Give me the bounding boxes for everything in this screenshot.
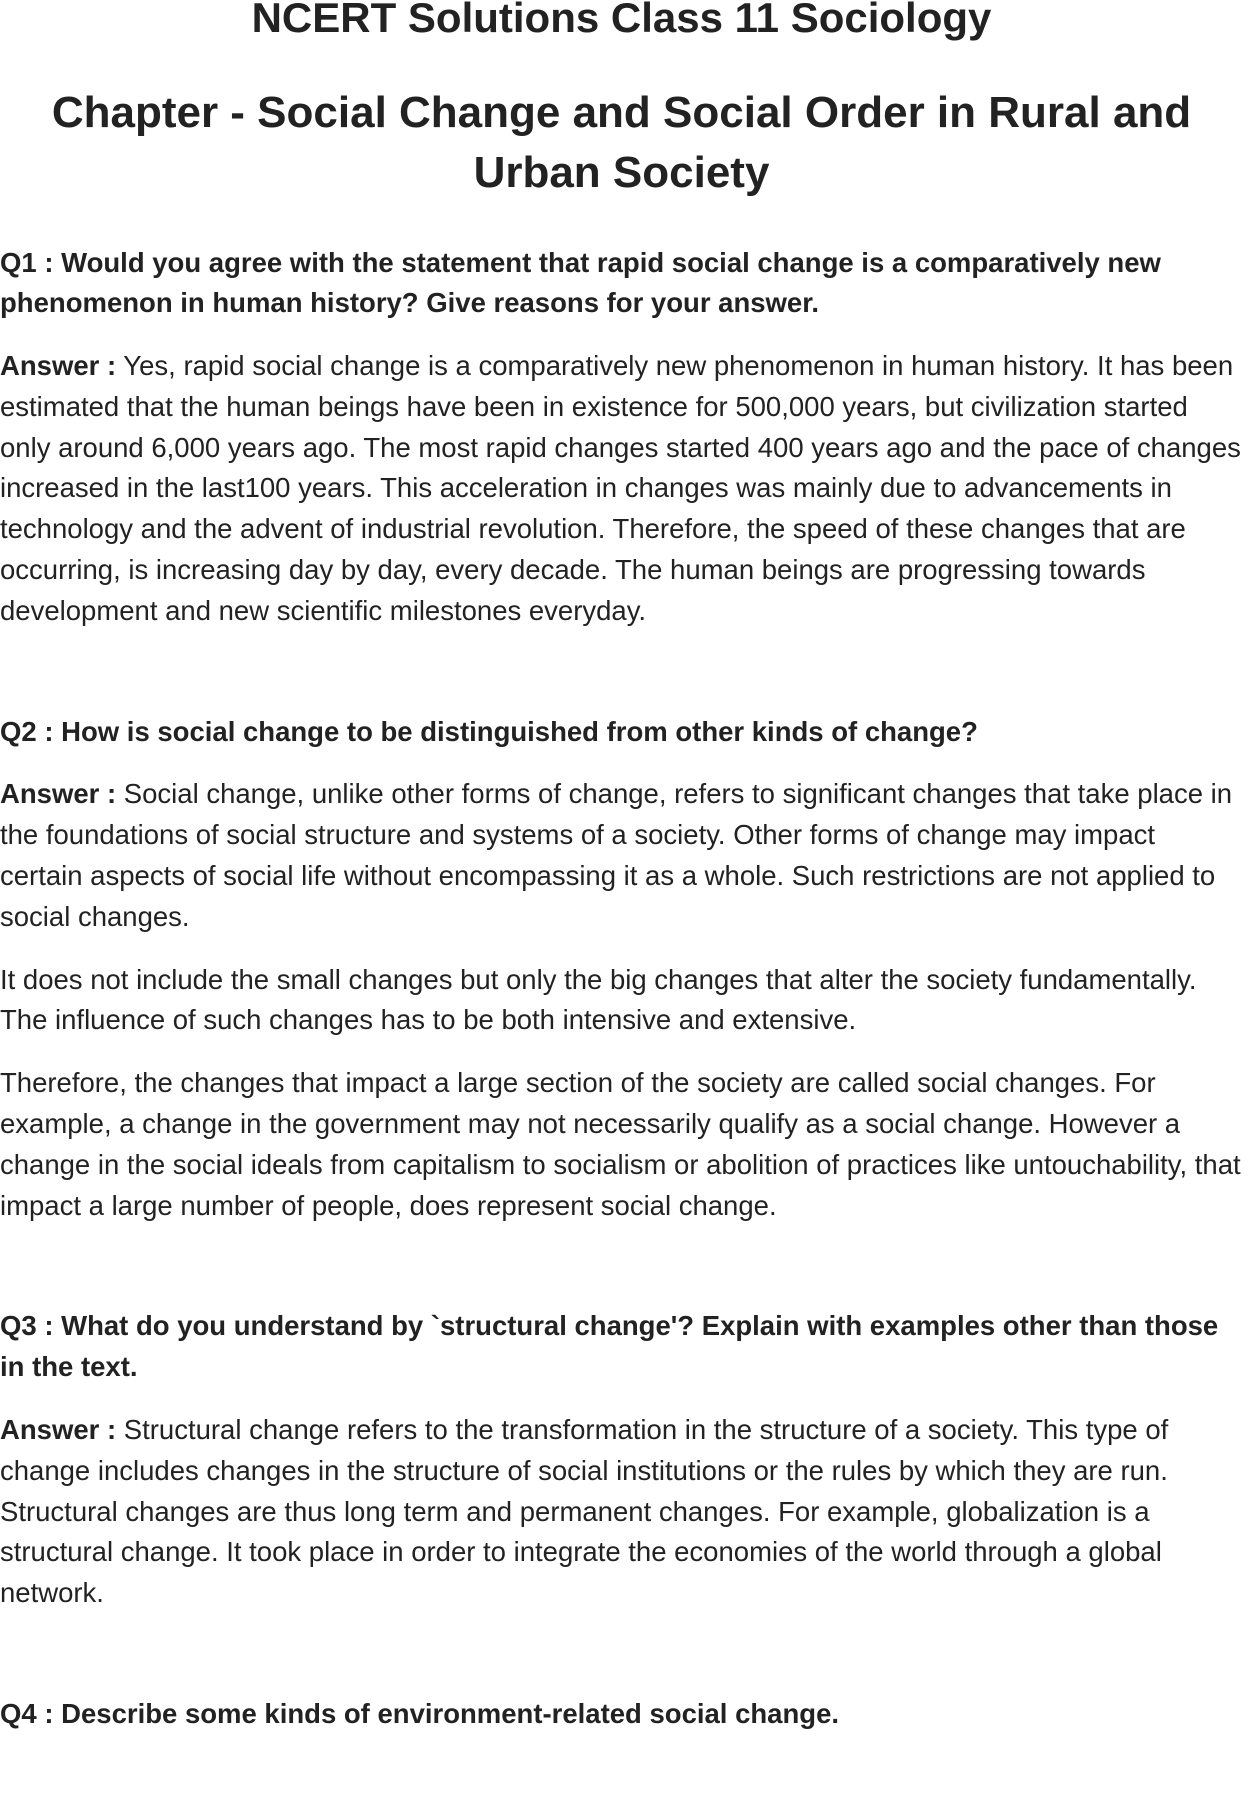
document-title: NCERT Solutions Class 11 Sociology — [251, 0, 992, 41]
answer-3-text: Structural change refers to the transformation in the structure of a society. This type of change includes changes in the structure of social institutions or the rules by which they are run. Structural changes are thus long term and permanent changes. For example, globalization is a structural change. It took place in order to integrate the economies of the world through a global network. — [0, 1414, 1169, 1609]
answer-3 — [0, 1410, 1243, 1614]
answer-label: Answer : — [0, 350, 117, 382]
answer-2-paragraph-2: It does not include the small changes but only the big changes that alter the society fundamentally. The influence of such changes has to be both intensive and extensive. — [0, 963, 1197, 1036]
answer-1 — [0, 346, 1243, 632]
answer-2 — [0, 774, 1243, 937]
question-block-4 — [0, 1694, 1243, 1735]
answer-2-text: Social change, unlike other forms of change, refers to significant changes that take place in the foundations of social structure and systems of a society. Other forms of change may impact certain aspects of social life without encompassing it as a whole. Such restrictions are not applied to social changes. — [0, 778, 1233, 932]
question-4: Q4 : Describe some kinds of environment-related social change. — [0, 1698, 840, 1730]
answer-label: Answer : — [0, 778, 117, 810]
chapter-title: Chapter - Social Change and Social Order in Rural and Urban Society — [51, 87, 1192, 197]
question-3: Q3 : What do you understand by `structural change'? Explain with examples other than those in the text. — [0, 1310, 1219, 1383]
question-2: Q2 : How is social change to be distinguished from other kinds of change? — [0, 715, 978, 747]
question-block-3 — [0, 1306, 1243, 1614]
answer-1-text: Yes, rapid social change is a comparatively new phenomenon in human history. It has been estimated that the human beings have been in existence for 500,000 years, but civilization started only around 6,000 years ago. The most rapid changes started 400 years ago and the pace of changes increased in the last100 years. This acceleration in changes was mainly due to advancements in technology and the advent of industrial revolution. Therefore, the speed of these changes that are occurring, is increasing day by day, every decade. The human beings are progressing towards development and new scientific milestones everyday. — [0, 350, 1241, 626]
question-block-1 — [0, 243, 1243, 632]
question-1: Q1 : Would you agree with the statement that rapid social change is a comparatively new phenomenon in human history? Give reasons for your answer. — [0, 246, 1161, 319]
question-block-2 — [0, 712, 1243, 1227]
answer-2-paragraph-3: Therefore, the changes that impact a large section of the society are called social changes. For example, a change in the government may not necessarily qualify as a social change. However a change in the social ideals from capitalism to socialism or abolition of practices like untouchability, that impact a large number of people, does represent social change. — [0, 1067, 1241, 1221]
answer-label: Answer : — [0, 1414, 117, 1446]
